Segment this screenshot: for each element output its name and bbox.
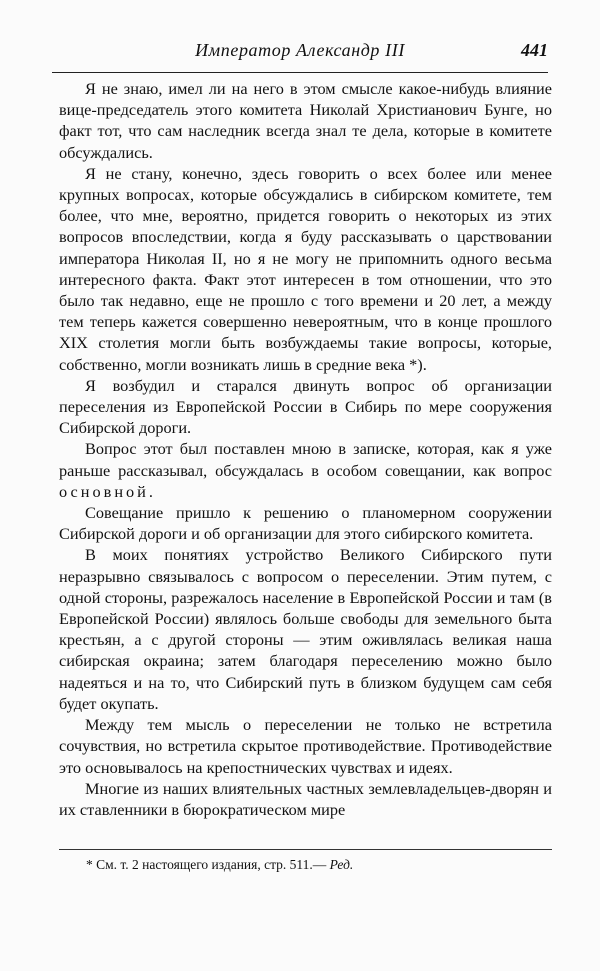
footnote-divider: [59, 849, 552, 850]
footnote: [86, 856, 548, 874]
paragraph: Я не знаю, имел ли на него в этом смысле какое-нибудь влияние вице-председатель этого комитета Николай Христианович Бунге, но факт тот, что сам наследник всегда знал те дела, которые в комитете обсуждались.: [59, 79, 552, 162]
paragraph: Между тем мысль о переселении не только не встретила сочувствия, но встретила скрытое противодействие. Противодействие это основывалось на крепостнических чувствах и идеях.: [59, 715, 552, 777]
emphasized-word: основной: [59, 481, 149, 501]
footnote-editor-mark: Ред.: [329, 857, 354, 872]
paragraph: Многие из наших влиятельных частных землевладельцев-дворян и их ставленники в бюрократическом мире: [59, 778, 552, 819]
paragraph: Совещание пришло к решению о планомерном сооружении Сибирской дороги и об организации для этого сибирского комитета.: [59, 503, 552, 544]
paragraph: В моих понятиях устройство Великого Сибирского пути неразрывно связывалось с вопросом о переселении. Этим путем, с одной стороны, разрежалось население в Европейской России и там (в Европейской России) являлось больше свободы для земельного быта крестьян, а с другой стороны — этим оживлялась великая наша сибирская окраина; затем благодаря переселению можно было надеяться и на то, что Сибирский путь в близком будущем сам себя будет окупать.: [59, 545, 552, 713]
paragraph-text: Вопрос этот был поставлен мною в записке, которая, как я уже раньше рассказывал, обсуждалась в особом совещании, как вопрос: [59, 439, 552, 480]
paragraph: [59, 438, 552, 502]
running-head: Император Александр III: [195, 40, 405, 60]
main-text: [59, 78, 552, 820]
page-header: [52, 38, 548, 73]
page-number: 441: [521, 40, 548, 60]
paragraph-end: .: [148, 481, 153, 501]
footnote-text: * См. т. 2 настоящего издания, стр. 511.—: [86, 857, 327, 872]
paragraph: Я возбудил и старался двинуть вопрос об организации переселения из Европейской России в Сибирь по мере сооружения Сибирской дороги.: [59, 375, 552, 438]
paragraph: Я не стану, конечно, здесь говорить о всех более или менее крупных вопросах, которые обсуждались в сибирском комитете, тем более, что мне, вероятно, придется говорить о некоторых из этих вопросов впоследствии, когда я буду рассказывать о царствовании императора Николая II, но я не могу не припомнить одного весьма интересного факта. Факт этот интересен в том отношении, что это было так недавно, еще не прошло с того времени и 20 лет, а между тем теперь кажется совершенно невероятным, что в конце прошлого XIX столетия могли быть возбуждаемы такие вопросы, которые, собственно, могли возникать лишь в средние века *).: [59, 163, 552, 374]
